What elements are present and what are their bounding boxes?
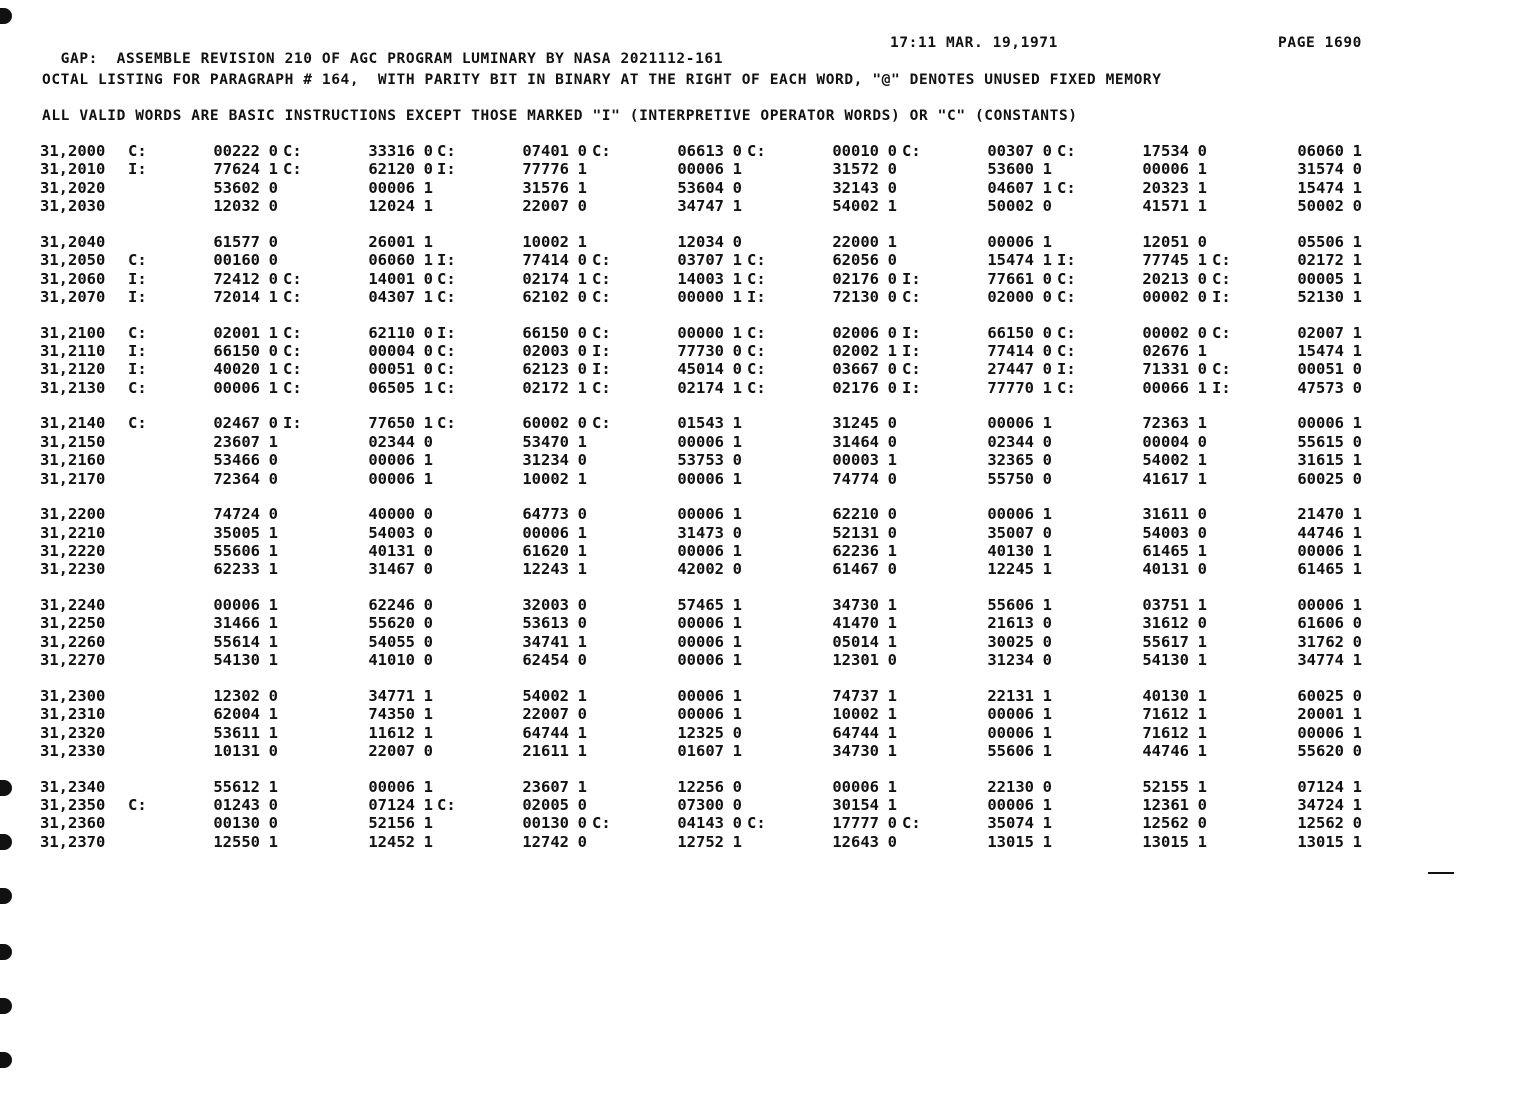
memory-address: 31,2240 xyxy=(40,595,106,614)
memory-address: 31,2220 xyxy=(40,541,106,560)
listing-row: 31,2040 61577 0 26001 1 10002 1 12034 0 22000 1 00006 1 12051 0 05506 1 xyxy=(40,232,1362,251)
listing-row: 31,2030 12032 0 12024 1 22007 0 34747 1 54002 1 50002 0 41571 1 50002 0 xyxy=(40,197,1362,216)
header-title: GAP: ASSEMBLE REVISION 210 OF AGC PROGRAM LUMINARY BY NASA 2021112-161 xyxy=(60,51,724,67)
listing-row: 31,2170 72364 0 00006 1 10002 1 00006 1 74774 0 55750 0 41617 1 60025 0 xyxy=(40,469,1362,488)
listing-row: 31,2350 C: 01243 0 07124 1 C: 02005 0 07300 0 30154 1 00006 1 12361 0 34724 1 xyxy=(40,795,1362,814)
listing-block xyxy=(0,778,1530,869)
header-line-2: OCTAL LISTING FOR PARAGRAPH # 164, WITH PARITY BIT IN BINARY AT THE RIGHT OF EACH WORD, "@" DENOTES UNUSED FIXED MEMORY xyxy=(42,72,1162,88)
octal-listing xyxy=(0,142,1530,868)
listing-row: 31,2130 C: 00006 1 C: 06505 1 C: 02172 1 C: 02174 1 C: 02176 0 I: 77770 1 C: 00066 1 I: 47573 0 xyxy=(40,378,1362,397)
listing-row: 31,2100 C: 02001 1 C: 62110 0 I: 66150 0 C: 00000 1 C: 02006 0 I: 66150 0 C: 00002 0 C: 02007 1 xyxy=(40,323,1362,342)
listing-row: 31,2220 55606 1 40131 0 61620 1 00006 1 62236 1 40130 1 61465 1 00006 1 xyxy=(40,541,1362,560)
memory-address: 31,2000 xyxy=(40,142,106,160)
header-timestamp: 17:11 MAR. 19,1971 xyxy=(890,35,1058,51)
memory-address: 31,2010 xyxy=(40,160,106,179)
listing-row: 31,2000 C: 00222 0 C: 33316 0 C: 07401 0 C: 06613 0 C: 00010 0 C: 00307 0 C: 17534 0 06060 1 xyxy=(40,142,1362,160)
punch-hole-mark xyxy=(0,998,12,1014)
memory-address: 31,2210 xyxy=(40,523,106,542)
memory-address: 31,2070 xyxy=(40,287,106,306)
memory-address: 31,2250 xyxy=(40,614,106,633)
page-number: PAGE 1690 xyxy=(1278,35,1362,51)
memory-address: 31,2340 xyxy=(40,777,106,796)
memory-address: 31,2040 xyxy=(40,232,106,251)
listing-row: 31,2230 62233 1 31467 0 12243 1 42002 0 61467 0 12245 1 40131 0 61465 1 xyxy=(40,560,1362,579)
listing-row: 31,2360 00130 0 52156 1 00130 0 C: 04143 0 C: 17777 0 C: 35074 1 12562 0 12562 0 xyxy=(40,814,1362,833)
listing-row: 31,2010 I: 77624 1 C: 62120 0 I: 77776 1 00006 1 31572 0 53600 1 00006 1 31574 0 xyxy=(40,160,1362,179)
memory-address: 31,2140 xyxy=(40,414,106,433)
memory-address: 31,2370 xyxy=(40,832,106,851)
listing-row: 31,2120 I: 40020 1 C: 00051 0 C: 62123 0 I: 45014 0 C: 03667 0 C: 27447 0 I: 71331 0 C: 00051 0 xyxy=(40,360,1362,379)
listing-row: 31,2070 I: 72014 1 C: 04307 1 C: 62102 0 C: 00000 1 I: 72130 0 C: 02000 0 C: 00002 0 I: 52130 1 xyxy=(40,287,1362,306)
header-line-1 xyxy=(42,35,1362,99)
listing-row: 31,2110 I: 66150 0 C: 00004 0 C: 02003 0 I: 77730 0 C: 02002 1 I: 77414 0 C: 02676 1 15474 1 xyxy=(40,341,1362,360)
punch-hole-mark xyxy=(0,8,12,24)
listing-block xyxy=(0,505,1530,596)
memory-address: 31,2020 xyxy=(40,178,106,197)
listing-row: 31,2300 12302 0 34771 1 54002 1 00006 1 74737 1 22131 1 40130 1 60025 0 xyxy=(40,686,1362,705)
memory-address: 31,2270 xyxy=(40,651,106,670)
listing-row: 31,2200 74724 0 40000 0 64773 0 00006 1 62210 0 00006 1 31611 0 21470 1 xyxy=(40,505,1362,524)
margin-dash xyxy=(1428,872,1454,874)
memory-address: 31,2170 xyxy=(40,469,106,488)
memory-address: 31,2130 xyxy=(40,378,106,397)
listing-block xyxy=(0,687,1530,778)
listing-row: 31,2140 C: 02467 0 I: 77650 1 C: 60002 0 C: 01543 1 31245 0 00006 1 72363 1 00006 1 xyxy=(40,414,1362,433)
memory-address: 31,2320 xyxy=(40,723,106,742)
listing-block xyxy=(0,414,1530,505)
punch-hole-mark xyxy=(0,1052,12,1068)
memory-address: 31,2310 xyxy=(40,705,106,724)
listing-row: 31,2150 23607 1 02344 0 53470 1 00006 1 31464 0 02344 0 00004 0 55615 0 xyxy=(40,432,1362,451)
listing-row: 31,2270 54130 1 41010 0 62454 0 00006 1 12301 0 31234 0 54130 1 34774 1 xyxy=(40,651,1362,670)
listing-row: 31,2310 62004 1 74350 1 22007 0 00006 1 10002 1 00006 1 71612 1 20001 1 xyxy=(40,705,1362,724)
listing-row: 31,2060 I: 72412 0 C: 14001 0 C: 02174 1 C: 14003 1 C: 02176 0 I: 77661 0 C: 20213 0 C: 00005 1 xyxy=(40,269,1362,288)
listing-row: 31,2320 53611 1 11612 1 64744 1 12325 0 64744 1 00006 1 71612 1 00006 1 xyxy=(40,723,1362,742)
memory-address: 31,2100 xyxy=(40,323,106,342)
punch-hole-mark xyxy=(0,888,12,904)
listing-row: 31,2330 10131 0 22007 0 21611 1 01607 1 34730 1 55606 1 44746 1 55620 0 xyxy=(40,741,1362,760)
memory-address: 31,2150 xyxy=(40,432,106,451)
listing-row: 31,2210 35005 1 54003 0 00006 1 31473 0 52131 0 35007 0 54003 0 44746 1 xyxy=(40,523,1362,542)
memory-address: 31,2110 xyxy=(40,341,106,360)
header-line-3: ALL VALID WORDS ARE BASIC INSTRUCTIONS EXCEPT THOSE MARKED "I" (INTERPRETIVE OPERATOR WORDS) OR "C" (CONSTANTS) xyxy=(42,108,1078,124)
listing-row: 31,2260 55614 1 54055 0 34741 1 00006 1 05014 1 30025 0 55617 1 31762 0 xyxy=(40,632,1362,651)
listing-row: 31,2340 55612 1 00006 1 23607 1 12256 0 00006 1 22130 0 52155 1 07124 1 xyxy=(40,777,1362,796)
memory-address: 31,2200 xyxy=(40,505,106,524)
listing-block xyxy=(0,142,1530,233)
memory-address: 31,2350 xyxy=(40,795,106,814)
listing-block xyxy=(0,596,1530,687)
memory-address: 31,2050 xyxy=(40,251,106,270)
punch-hole-mark xyxy=(0,944,12,960)
memory-address: 31,2360 xyxy=(40,814,106,833)
memory-address: 31,2060 xyxy=(40,269,106,288)
listing-block xyxy=(0,233,1530,324)
listing-block xyxy=(0,324,1530,415)
memory-address: 31,2300 xyxy=(40,686,106,705)
memory-address: 31,2160 xyxy=(40,451,106,470)
listing-row: 31,2370 12550 1 12452 1 12742 0 12752 1 12643 0 13015 1 13015 1 13015 1 xyxy=(40,832,1362,851)
memory-address: 31,2230 xyxy=(40,560,106,579)
listing-row: 31,2050 C: 00160 0 06060 1 I: 77414 0 C: 03707 1 C: 62056 0 15474 1 I: 77745 1 C: 02172 1 xyxy=(40,251,1362,270)
listing-row: 31,2240 00006 1 62246 0 32003 0 57465 1 34730 1 55606 1 03751 1 00006 1 xyxy=(40,595,1362,614)
listing-row: 31,2160 53466 0 00006 1 31234 0 53753 0 00003 1 32365 0 54002 1 31615 1 xyxy=(40,451,1362,470)
memory-address: 31,2120 xyxy=(40,360,106,379)
memory-address: 31,2260 xyxy=(40,632,106,651)
memory-address: 31,2030 xyxy=(40,197,106,216)
memory-address: 31,2330 xyxy=(40,741,106,760)
listing-row: 31,2020 53602 0 00006 1 31576 1 53604 0 32143 0 04607 1 C: 20323 1 15474 1 xyxy=(40,178,1362,197)
listing-row: 31,2250 31466 1 55620 0 53613 0 00006 1 41470 1 21613 0 31612 0 61606 0 xyxy=(40,614,1362,633)
